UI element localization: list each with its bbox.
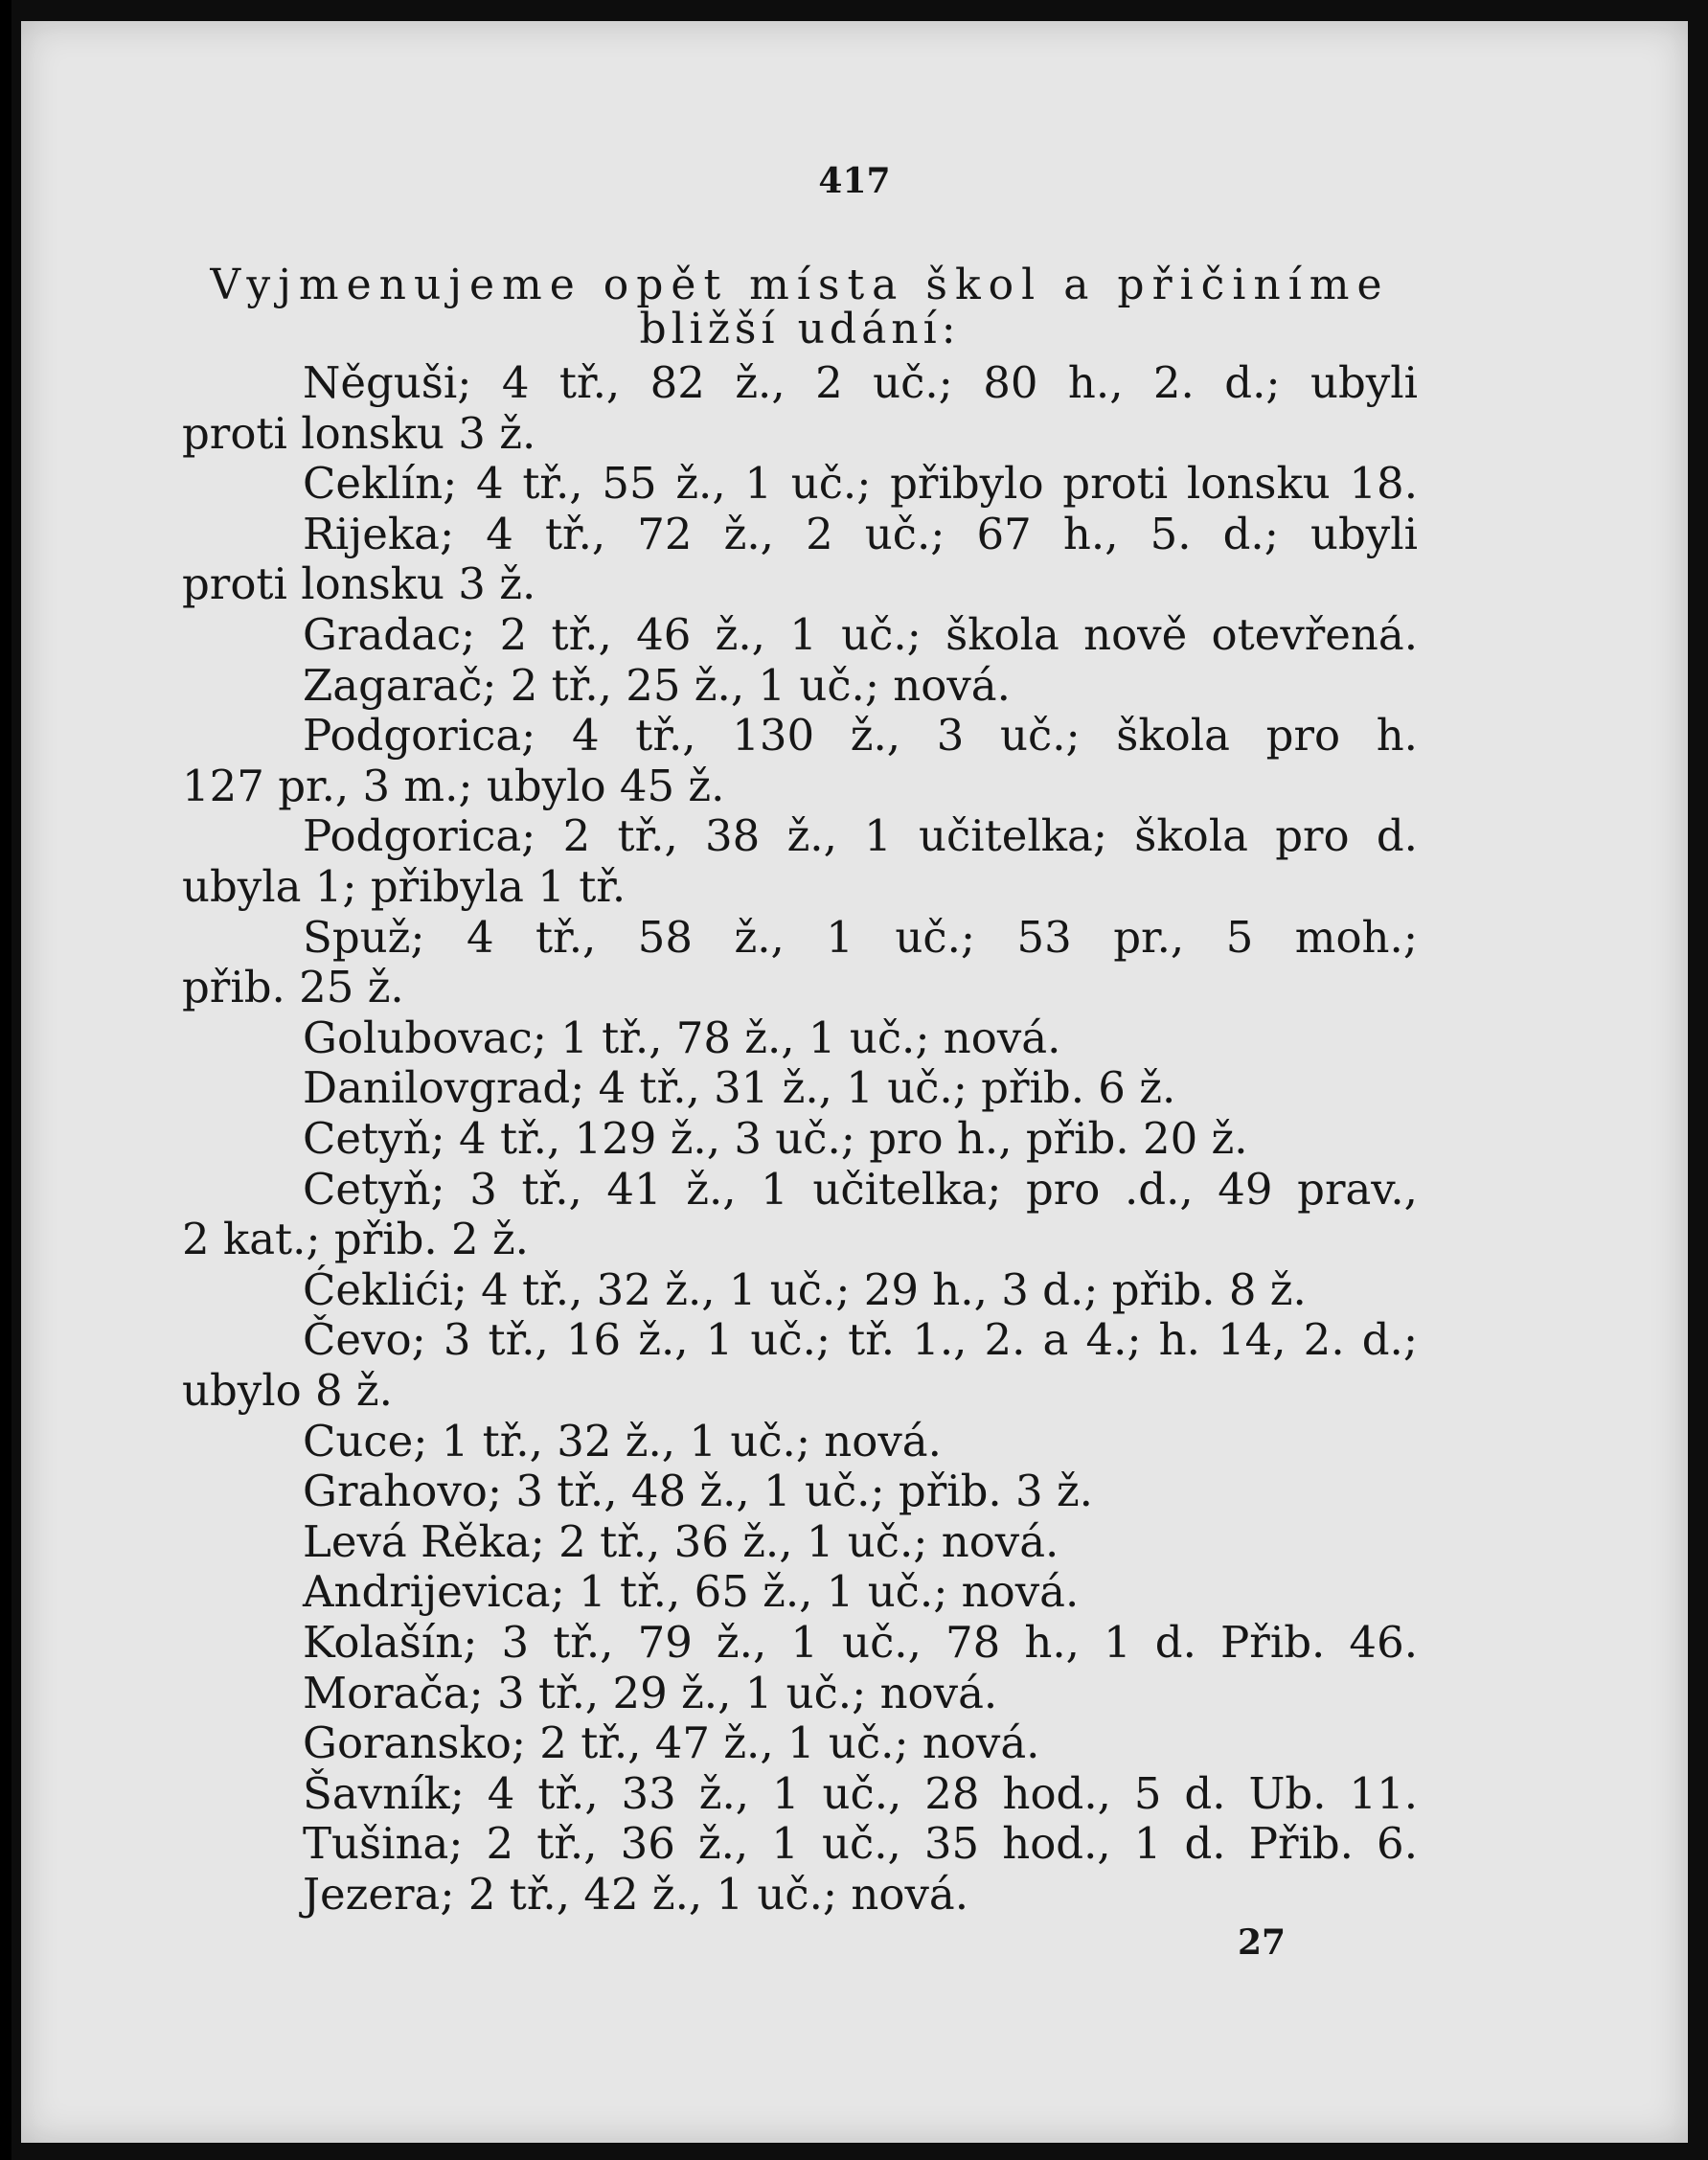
text-line: Tušina; 2 tř., 36 ž., 1 uč., 35 hod., 1 d. Přib. 6. xyxy=(303,1818,1418,1870)
text-line: Cuce; 1 tř., 32 ž., 1 uč.; nová. xyxy=(303,1415,942,1467)
text-line: proti lonsku 3 ž. xyxy=(182,407,536,459)
text-line: Podgorica; 4 tř., 130 ž., 3 uč.; škola pro h. xyxy=(303,710,1418,762)
text-line: ubylo 8 ž. xyxy=(182,1365,393,1416)
text-line: Grahovo; 3 tř., 48 ž., 1 uč.; přib. 3 ž. xyxy=(303,1466,1093,1517)
text-line: Ćeklići; 4 tř., 32 ž., 1 uč.; 29 h., 3 d.; přib. 8 ž. xyxy=(303,1263,1307,1315)
text-line: Ceklín; 4 tř., 55 ž., 1 uč.; přibylo proti lonsku 18. xyxy=(303,458,1418,510)
text-line: Čevo; 3 tř., 16 ž., 1 uč.; tř. 1., 2. a 4.; h. 14, 2. d.; xyxy=(303,1314,1418,1366)
text-line: přib. 25 ž. xyxy=(182,962,404,1013)
text-line: Jezera; 2 tř., 42 ž., 1 uč.; nová. xyxy=(303,1869,969,1920)
page-text xyxy=(21,21,1688,2143)
text-line: proti lonsku 3 ž. xyxy=(182,558,536,610)
text-line: Cetyň; 4 tř., 129 ž., 3 uč.; pro h., přib. 20 ž. xyxy=(303,1113,1248,1164)
page-number: 417 xyxy=(818,161,891,201)
text-line: Spuž; 4 tř., 58 ž., 1 uč.; 53 pr., 5 moh.; xyxy=(303,911,1418,963)
text-line: Cetyň; 3 tř., 41 ž., 1 učitelka; pro .d., 49 prav., xyxy=(303,1163,1418,1215)
heading-line-2: bližší udání: xyxy=(639,305,961,353)
text-line: Podgorica; 2 tř., 38 ž., 1 učitelka; škola pro d. xyxy=(303,810,1418,862)
text-line: Andrijevica; 1 tř., 65 ž., 1 uč.; nová. xyxy=(303,1566,1080,1618)
text-line: Morača; 3 tř., 29 ž., 1 uč.; nová. xyxy=(303,1667,998,1718)
text-line: Goransko; 2 tř., 47 ž., 1 uč.; nová. xyxy=(303,1717,1040,1769)
text-line: Zagarač; 2 tř., 25 ž., 1 uč.; nová. xyxy=(303,659,1011,711)
text-line: Šavník; 4 tř., 33 ž., 1 uč., 28 hod., 5 d. Ub. 11. xyxy=(303,1767,1418,1819)
heading-line-1: Vyjmenujeme opět místa škol a přičiníme xyxy=(210,261,1390,309)
text-line: 2 kat.; přib. 2 ž. xyxy=(182,1214,529,1265)
text-line: Rijeka; 4 tř., 72 ž., 2 uč.; 67 h., 5. d.; ubyli xyxy=(303,508,1418,559)
text-line: Danilovgrad; 4 tř., 31 ž., 1 uč.; přib. 6 ž. xyxy=(303,1062,1176,1114)
text-line: Kolašín; 3 tř., 79 ž., 1 uč., 78 h., 1 d. Přib. 46. xyxy=(303,1617,1418,1668)
text-line: ubyla 1; přibyla 1 tř. xyxy=(182,861,626,912)
signature-mark: 27 xyxy=(1238,1922,1287,1963)
book-spine xyxy=(0,0,11,2160)
book-page xyxy=(21,21,1688,2143)
text-line: Golubovac; 1 tř., 78 ž., 1 uč.; nová. xyxy=(303,1012,1061,1063)
text-line: Levá Rěka; 2 tř., 36 ž., 1 uč.; nová. xyxy=(303,1515,1059,1567)
text-line: Gradac; 2 tř., 46 ž., 1 uč.; škola nově otevřená. xyxy=(303,609,1418,660)
text-line: 127 pr., 3 m.; ubylo 45 ž. xyxy=(182,760,725,811)
text-line: Něguši; 4 tř., 82 ž., 2 uč.; 80 h., 2. d.; ubyli xyxy=(303,357,1418,408)
